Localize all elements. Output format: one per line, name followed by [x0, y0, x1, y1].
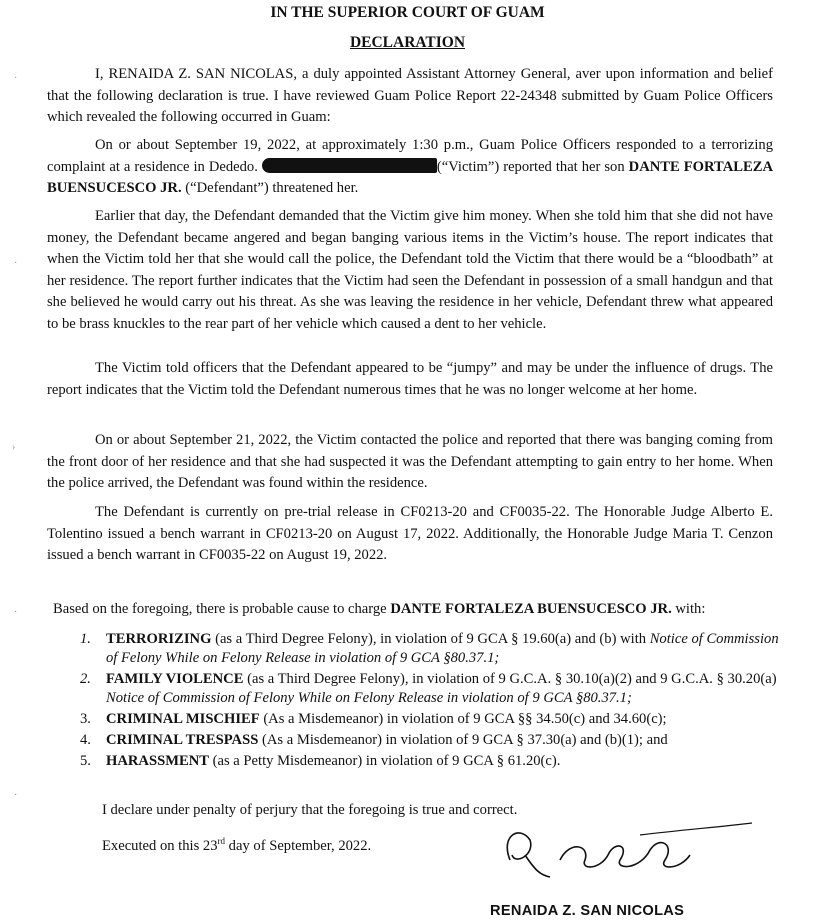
executed-suffix: day of September, 2022.: [228, 837, 372, 854]
charge-name: HARASSMENT: [106, 753, 209, 769]
defendant-name: DANTE FORTALEZA BUENSUCESCO JR.: [47, 158, 773, 197]
margin-mark: ·: [14, 258, 18, 269]
charge-name: CRIMINAL MISCHIEF: [106, 711, 260, 727]
paragraph-sept21: On or about September 21, 2022, the Victim contacted the police and reported that there was banging coming from the front door of her residence and that she had suspected it was the Defendant attempting to gain entry to her home. When the police arrived, the Defendant was found within the residence.: [47, 432, 773, 492]
foregoing-prefix: Based on the foregoing, there is probable cause to charge: [53, 601, 387, 617]
charge-number: 1.: [80, 631, 91, 647]
signature-stroke: [560, 843, 690, 867]
paragraph-earlier: Earlier that day, the Defendant demanded that the Victim give him money. When she told him that she did not have money, the Defendant became angered and began banging various items in the Victim’s house. The report indicates that when the Victim told her that she would call the police, the Defendant told the Victim that there would be a “bloodbath” at her residence. The report further indicates that the Victim had seen the Defendant in possession of a small handgun and that she believed he would carry out his threat. As she was leaving the residence in her vehicle, Defendant threw what appeared to be brass knuckles to the rear part of her vehicle which caused a dent to her vehicle.: [47, 208, 773, 332]
incident-text-2: (“Victim”) reported that her son: [436, 158, 625, 175]
charge-item: [80, 731, 785, 750]
executed-superscript: rd: [217, 836, 226, 846]
paragraph-jumpy: The Victim told officers that the Defendant appeared to be “jumpy” and may be under the influence of drugs. The report indicates that the Victim told the Defendant numerous times that he was no longer welcome at her home.: [47, 360, 773, 398]
court-title: IN THE SUPERIOR COURT OF GUAM: [270, 4, 545, 21]
charge-text: (as a Third Degree Felony), in violation of 9 GCA § 19.60(a) and (b) with: [215, 631, 647, 647]
foregoing-suffix: with:: [675, 601, 706, 617]
margin-mark: ·: [14, 73, 18, 84]
foregoing-defendant: DANTE FORTALEZA BUENSUCESCO JR.: [390, 601, 672, 617]
charge-text: (As a Misdemeanor) in violation of 9 GCA § 37.30(a) and (b)(1); and: [262, 732, 668, 748]
incident-text-1: On or about September 19, 2022, at approximately 1:30 p.m., Guam Police Officers responded to a terrorizing complaint at a residence in Dededo.: [47, 137, 773, 175]
paragraph-intro: I, RENAIDA Z. SAN NICOLAS, a duly appointed Assistant Attorney General, aver upon information and belief that the following declaration is true. I have reviewed Guam Police Report 22-24348 submitted by Guam Police Officers which revealed the following occurred in Guam:: [47, 66, 773, 126]
margin-mark: ·: [14, 790, 18, 801]
charge-item: [80, 670, 785, 708]
signature-stroke: [640, 823, 752, 835]
paragraph-incident: [47, 135, 773, 200]
signatory-name: RENAIDA Z. SAN NICOLAS: [490, 903, 685, 919]
signature-image: [490, 815, 760, 895]
charge-notice: Notice of Commission of Felony While on Felony Release in violation of 9 GCA §80.37.1;: [106, 690, 632, 706]
margin-mark: ›: [12, 442, 16, 453]
charge-name: FAMILY VIOLENCE: [106, 671, 244, 687]
redaction-bar: [262, 158, 437, 173]
charge-name: CRIMINAL TRESPASS: [106, 732, 259, 748]
charge-notice: Notice of Commission of Felony While on Felony Release in violation of 9 GCA §80.37.1;: [106, 631, 779, 666]
charge-text: (as a Petty Misdemeanor) in violation of 9 GCA § 61.20(c).: [212, 753, 561, 769]
executed-line: [102, 831, 371, 856]
charge-number: 2.: [80, 671, 91, 687]
executed-prefix: Executed on this 23: [102, 837, 218, 854]
margin-mark: ·: [14, 607, 18, 618]
charges-list: [80, 630, 785, 773]
document-heading: DECLARATION: [349, 34, 466, 51]
charge-item: [80, 710, 785, 729]
charge-text: (As a Misdemeanor) in violation of 9 GCA §§ 34.50(c) and 34.60(c);: [263, 711, 667, 727]
foregoing-statement: [53, 599, 793, 619]
charge-name: TERRORIZING: [106, 631, 212, 647]
incident-text-3: (“Defendant”) threatened her.: [185, 180, 359, 197]
paragraph-pretrial: The Defendant is currently on pre-trial release in CF0213-20 and CF0035-22. The Honorable Judge Alberto E. Tolentino issued a bench warrant in CF0213-20 on August 17, 2022. Additionally, the Honorable Judge Maria T. Cenzon issued a bench warrant in CF0035-22 on August 19, 2022.: [47, 504, 773, 564]
signature-stroke: [507, 833, 550, 877]
charge-number: 5.: [80, 753, 91, 769]
perjury-statement: I declare under penalty of perjury that the foregoing is true and correct.: [102, 802, 518, 818]
charge-item: [80, 630, 785, 668]
charge-text: (as a Third Degree Felony), in violation of 9 G.C.A. § 30.10(a)(2) and 9 G.C.A. § 30.20(a): [247, 671, 777, 687]
charge-number: 3.: [80, 711, 91, 727]
charge-item: [80, 752, 785, 771]
charge-number: 4.: [80, 732, 91, 748]
